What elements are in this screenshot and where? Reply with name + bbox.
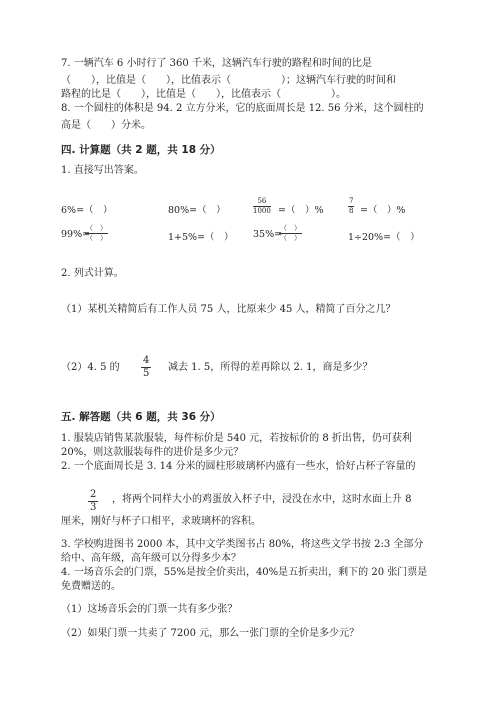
s5-q2-line1: 2. 一个底面周长是 3. 14 分米的圆柱形玻璃杯内盛有一些水，恰好占杯子容量的 — [61, 461, 416, 472]
s5-q3-line2: 给中、高年级，高年级可以分得多少本？ — [61, 553, 241, 564]
fraction-numerator: 4 — [143, 355, 150, 366]
s5-q4-sub2: （2）如果门票一共卖了 7200 元，那么一张门票的全价是多少元？ — [61, 628, 360, 639]
s5-q2-line3: 厘米，刚好与杯子口相平，求玻璃杯的容积。 — [61, 516, 261, 527]
s5-q4-line1: 4. 一场音乐会的门票，55%是按全价卖出，40%是五折卖出，剩下的 20 张门票是 — [61, 567, 428, 578]
q8-line1: 8. 一个圆柱的体积是 94. 2 立方分米，它的底面周长是 12. 56 分米，这个圆柱的 — [61, 103, 424, 114]
q7-line1: 7. 一辆汽车 6 小时行了 360 千米，这辆汽车行驶的路程和时间的比是 — [61, 58, 372, 69]
section4-title: 四. 计算题（共 2 题，共 18 分） — [61, 144, 221, 156]
s5-q1-line1: 1. 服装店销售某款服装，每件标价是 540 元，若按标价的 8 折出售，仍可获利 — [61, 433, 412, 444]
section4-p1-title: 1. 直接写出答案。 — [61, 165, 144, 176]
section4-p2-q1: （1）某机关精简后有工作人员 75 人，比原来少 45 人，精简了百分之几？ — [61, 304, 396, 315]
fraction-denominator: （ ） — [280, 234, 301, 242]
calc-r1-c1: 6%=（ ） — [61, 205, 113, 216]
s5-q4-line2: 免费赠送的。 — [61, 581, 121, 592]
section4-p2-title: 2. 列式计算。 — [61, 268, 124, 279]
section4-p2-q2-fraction — [141, 355, 151, 380]
calc-r1-c3-suffix: =（ ）% — [278, 205, 324, 216]
section4-p2-q2-pre: （2）4. 5 的 — [61, 362, 120, 373]
s5-q2-line2: ，将两个同样大小的鸡蛋放入杯子中，浸没在水中，这时水面上升 8 — [112, 494, 412, 505]
calc-r2-c2: 1+5%=（ ） — [168, 232, 234, 243]
calc-r2-c3-fraction — [279, 224, 302, 243]
q8-line2: 高是（ ）分米。 — [61, 120, 151, 131]
s5-q1-line2: 20%，则这款服装每件的进价是多少元？ — [61, 447, 244, 458]
s5-q2-fraction — [88, 489, 98, 514]
fraction-numerator: 2 — [90, 489, 97, 500]
fraction-denominator: 3 — [90, 502, 97, 513]
fraction-numerator: （ ） — [280, 224, 301, 232]
calc-r1-c4-suffix: =（ ）% — [360, 205, 406, 216]
calc-r2-c4: 1÷20%=（ ） — [348, 232, 420, 243]
fraction-numerator: （ ） — [86, 224, 107, 232]
calc-r2-c1-prefix: 99%= — [61, 229, 91, 240]
fraction-denominator: （ ） — [86, 234, 107, 242]
q7-line3: 路程的比是（ ），比值是（ ），比值表示（ ）。 — [61, 89, 346, 100]
calc-r2-c3-prefix: 35%= — [253, 229, 283, 240]
fraction-denominator: 1000 — [253, 207, 271, 215]
q7-line2: （ ），比值是（ ），比值表示（ ）；这辆汽车行驶的时间和 — [61, 75, 396, 86]
section5-title: 五. 解答题（共 6 题，共 36 分） — [61, 411, 221, 423]
fraction-denominator: 8 — [349, 207, 354, 215]
calc-r1-c4-fraction — [348, 197, 354, 216]
calc-r2-c1-fraction — [85, 224, 108, 243]
calc-r1-c2: 80%=（ ） — [168, 205, 226, 216]
calc-r1-c3-fraction — [253, 197, 271, 216]
s5-q4-sub1: （1）这场音乐会的门票一共有多少张？ — [61, 604, 238, 615]
section4-p2-q2-post: 减去 1. 5，所得的差再除以 2. 1，商是多少？ — [168, 362, 373, 373]
fraction-numerator: 56 — [253, 197, 271, 207]
fraction-denominator: 5 — [143, 368, 150, 379]
fraction-numerator: 7 — [349, 197, 354, 205]
s5-q3-line1: 3. 学校购进图书 2000 本，其中文学类图书占 80%，将这些文学书按 2:3 全部分 — [61, 539, 424, 550]
